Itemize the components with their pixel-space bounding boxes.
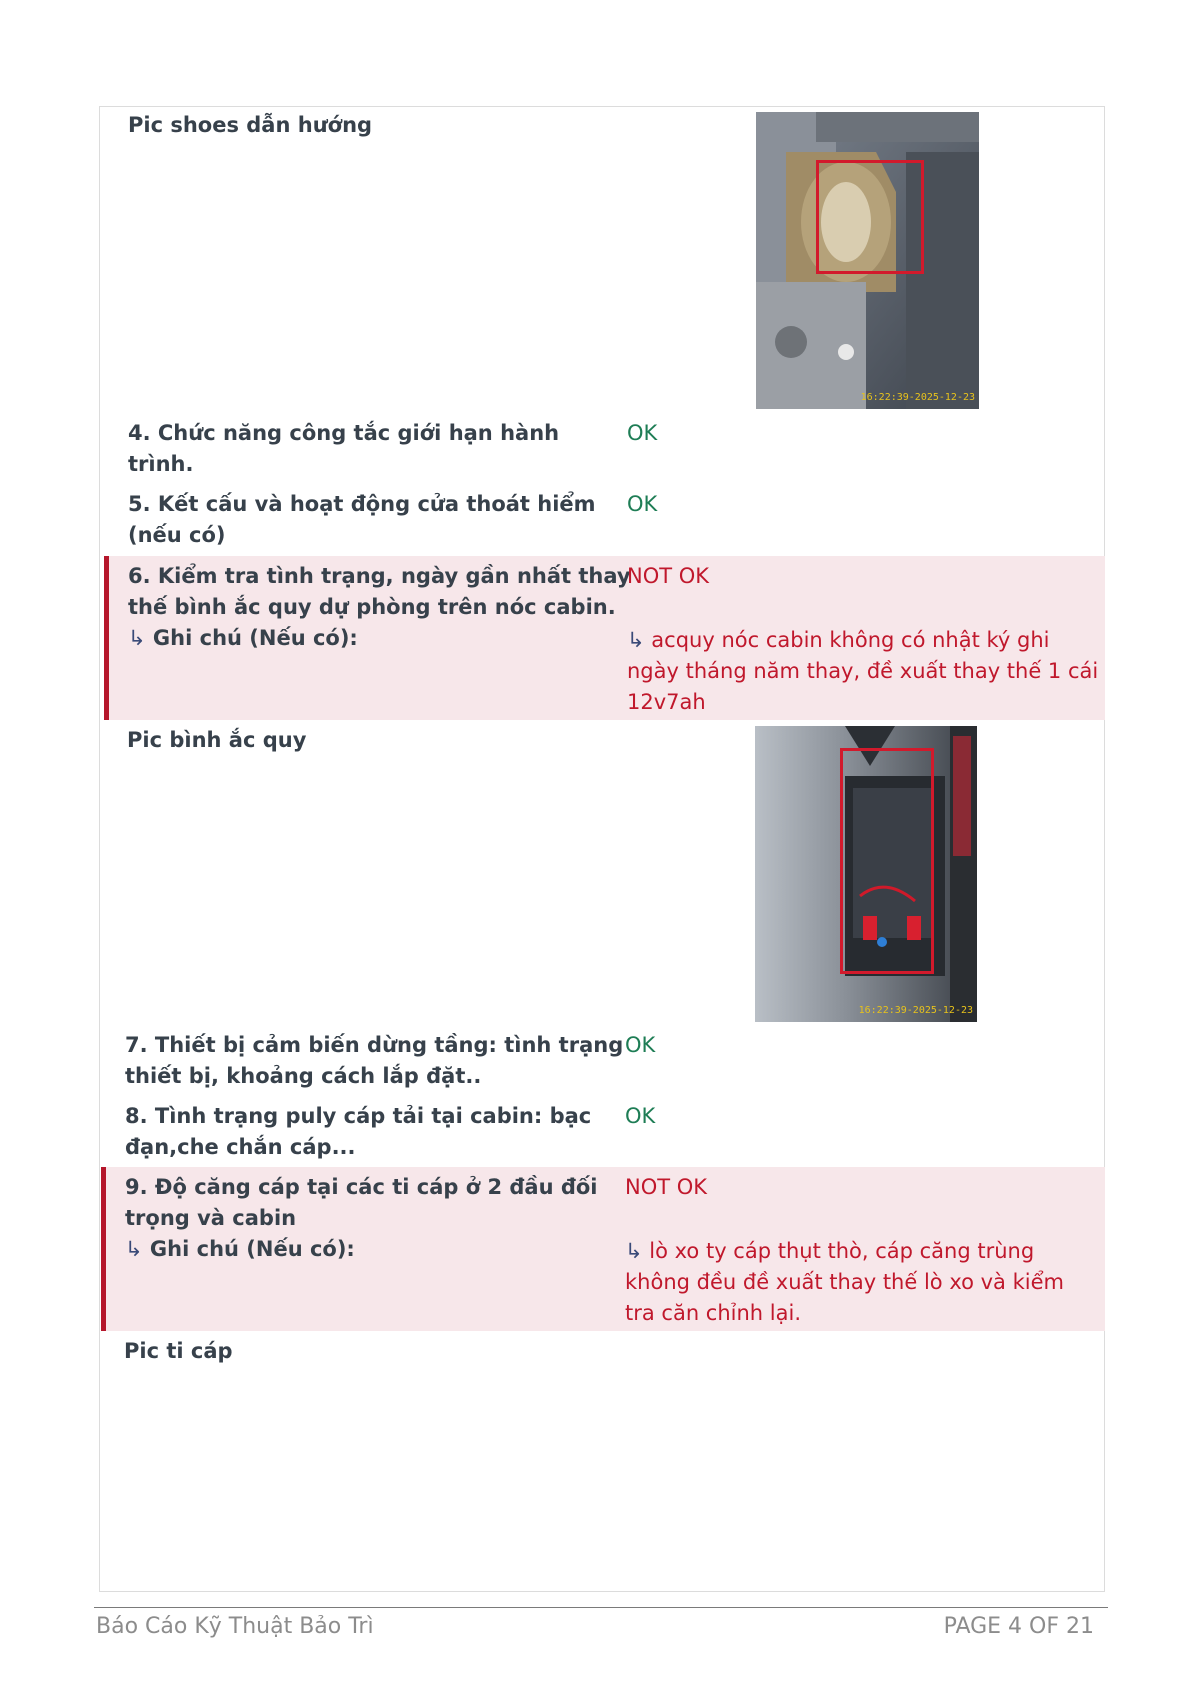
- item-9-line2: trọng và cabin: [125, 1206, 297, 1230]
- battery-photo-timestamp: 16:22:39-2025-12-23: [858, 1005, 973, 1016]
- footer-title: Báo Cáo Kỹ Thuật Bảo Trì: [96, 1614, 374, 1639]
- pic-battery-label: Pic bình ắc quy: [127, 728, 307, 752]
- item-8-line2: đạn,che chắn cáp...: [125, 1135, 356, 1159]
- item-6-line2: thế bình ắc quy dự phòng trên nóc cabin.: [128, 595, 616, 619]
- battery-photo: [755, 726, 977, 1022]
- item-7-line2: thiết bị, khoảng cách lắp đặt..: [125, 1064, 482, 1088]
- item-9-note-line2: không đều đề xuất thay thế lò xo và kiểm: [625, 1270, 1064, 1294]
- footer-divider: [94, 1607, 1108, 1608]
- shoes-photo-timestamp: 16:22:39-2025-12-23: [860, 392, 975, 403]
- item-4-status: OK: [627, 421, 658, 445]
- item-5-status: OK: [627, 492, 658, 516]
- note-arrow-icon: ↳: [125, 1237, 143, 1261]
- item-7-status: OK: [625, 1033, 656, 1057]
- battery-highlight-box: [840, 748, 934, 974]
- note-arrow-icon: ↳: [128, 626, 146, 650]
- item-9-line1: 9. Độ căng cáp tại các ti cáp ở 2 đầu đối: [125, 1175, 598, 1199]
- item-5-line1: 5. Kết cấu và hoạt động cửa thoát hiểm: [128, 492, 596, 516]
- item-6-note-line1: acquy nóc cabin không có nhật ký ghi: [651, 628, 1050, 652]
- item-6-note-line1-row: [627, 625, 1050, 656]
- shoes-photo: [756, 112, 979, 409]
- item-9-note-line1-row: [625, 1236, 1034, 1267]
- item-6-line1: 6. Kiểm tra tình trạng, ngày gần nhất thay: [128, 564, 631, 588]
- item-6-note-label-row: [128, 623, 358, 654]
- pic-shoes-label: Pic shoes dẫn hướng: [128, 113, 373, 137]
- shoes-highlight-box: [816, 160, 924, 274]
- note-arrow-icon: ↳: [627, 628, 645, 652]
- item-9-note-line1: lò xo ty cáp thụt thò, cáp căng trùng: [649, 1239, 1035, 1263]
- item-6-note-line3: 12v7ah: [627, 690, 706, 714]
- item-6-note-label: Ghi chú (Nếu có):: [152, 626, 358, 650]
- pic-cable-label: Pic ti cáp: [124, 1339, 233, 1363]
- item-4-line1: 4. Chức năng công tắc giới hạn hành: [128, 421, 560, 445]
- item-9-note-label: Ghi chú (Nếu có):: [149, 1237, 355, 1261]
- item-6-status: NOT OK: [627, 564, 710, 588]
- item-8-line1: 8. Tình trạng puly cáp tải tại cabin: bạc: [125, 1104, 592, 1128]
- item-8-status: OK: [625, 1104, 656, 1128]
- item-7-line1: 7. Thiết bị cảm biến dừng tầng: tình trạng: [125, 1033, 624, 1057]
- item-9-note-line3: tra căn chỉnh lại.: [625, 1301, 802, 1325]
- footer-page-number: PAGE 4 OF 21: [943, 1614, 1094, 1639]
- item-9-note-label-row: [125, 1234, 355, 1265]
- item-9-status: NOT OK: [625, 1175, 708, 1199]
- item-5-line2: (nếu có): [128, 523, 226, 547]
- item-6-note-line2: ngày tháng năm thay, đề xuất thay thế 1 cái: [627, 659, 1099, 683]
- item-4-line2: trình.: [128, 452, 194, 476]
- note-arrow-icon: ↳: [625, 1239, 643, 1263]
